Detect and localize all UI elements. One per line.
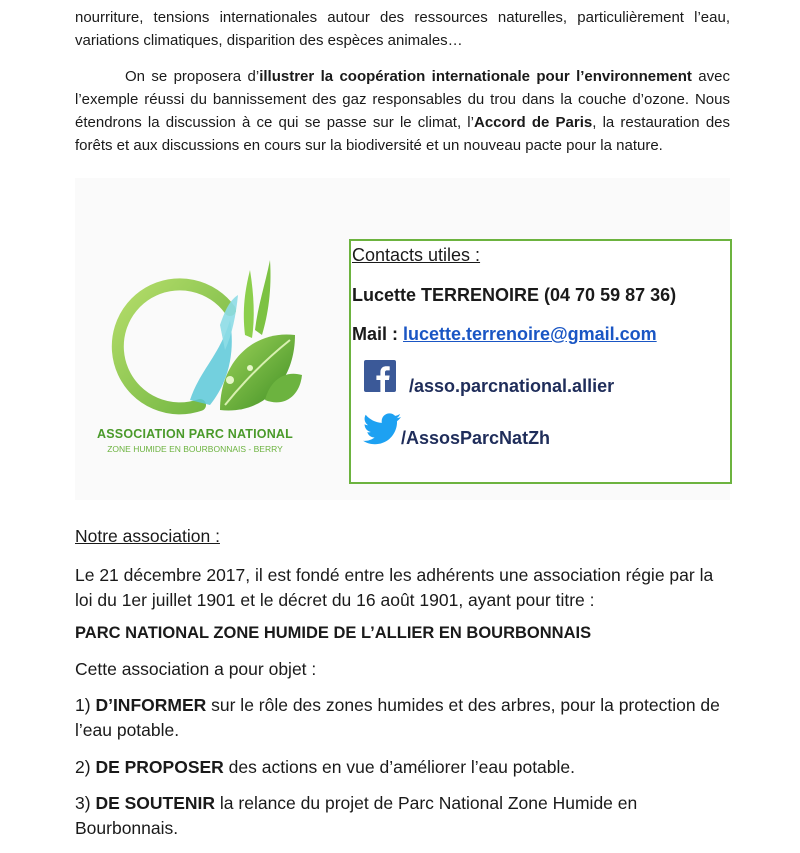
objective-item-3: 3) DE SOUTENIR la relance du projet de Parc National Zone Humide en Bourbonnais.	[75, 793, 638, 838]
objective-item-1: 1) D’INFORMER sur le rôle des zones humides et des arbres, pour la protection de l’eau potable.	[75, 695, 720, 740]
association-name: PARC NATIONAL ZONE HUMIDE DE L’ALLIER EN BOURBONNAIS	[75, 624, 592, 642]
contact-person: Lucette TERRENOIRE (04 70 59 87 36)	[352, 285, 677, 305]
contact-mail: Mail : lucette.terrenoire@gmail.com	[352, 324, 657, 344]
facebook-handle[interactable]: /asso.parcnational.allier	[409, 376, 615, 396]
intro-paragraph-end: nourriture, tensions internationales autour des ressources naturelles, particulièrement l’eau, variations climatiques, disparition des espèces animales…	[75, 9, 730, 49]
cooperation-paragraph: On se proposera d’illustrer la coopération internationale pour l’environnement avec l’exemple réussi du bannissement des gaz responsables du trou dans la couche d’ozone. Nous étendrons la discussion à ce qui se passe sur le climat, l’Accord de Paris, la restauration des forêts et aux discussions en cours sur la biodiversité et un nouveau pacte pour la nature.	[75, 68, 731, 154]
logo-subtitle: ZONE HUMIDE EN BOURBONNAIS - BERRY	[107, 444, 283, 454]
contacts-heading: Contacts utiles :	[352, 245, 481, 265]
mail-link[interactable]: lucette.terrenoire@gmail.com	[403, 324, 657, 344]
twitter-icon[interactable]	[363, 413, 401, 445]
association-heading: Notre association :	[75, 526, 220, 546]
logo-title: ASSOCIATION PARC NATIONAL	[97, 427, 293, 441]
facebook-icon[interactable]	[364, 360, 396, 392]
association-intro: Le 21 décembre 2017, il est fondé entre les adhérents une association régie par la loi du 1er juillet 1901 et le décret du 16 août 1901, ayant pour titre :	[75, 565, 714, 610]
association-objet: Cette association a pour objet :	[75, 659, 317, 679]
contacts-box	[349, 239, 732, 484]
objective-item-2: 2) DE PROPOSER des actions en vue d’améliorer l’eau potable.	[75, 757, 576, 777]
association-logo	[80, 240, 310, 470]
twitter-handle[interactable]: /AssosParcNatZh	[401, 428, 551, 448]
